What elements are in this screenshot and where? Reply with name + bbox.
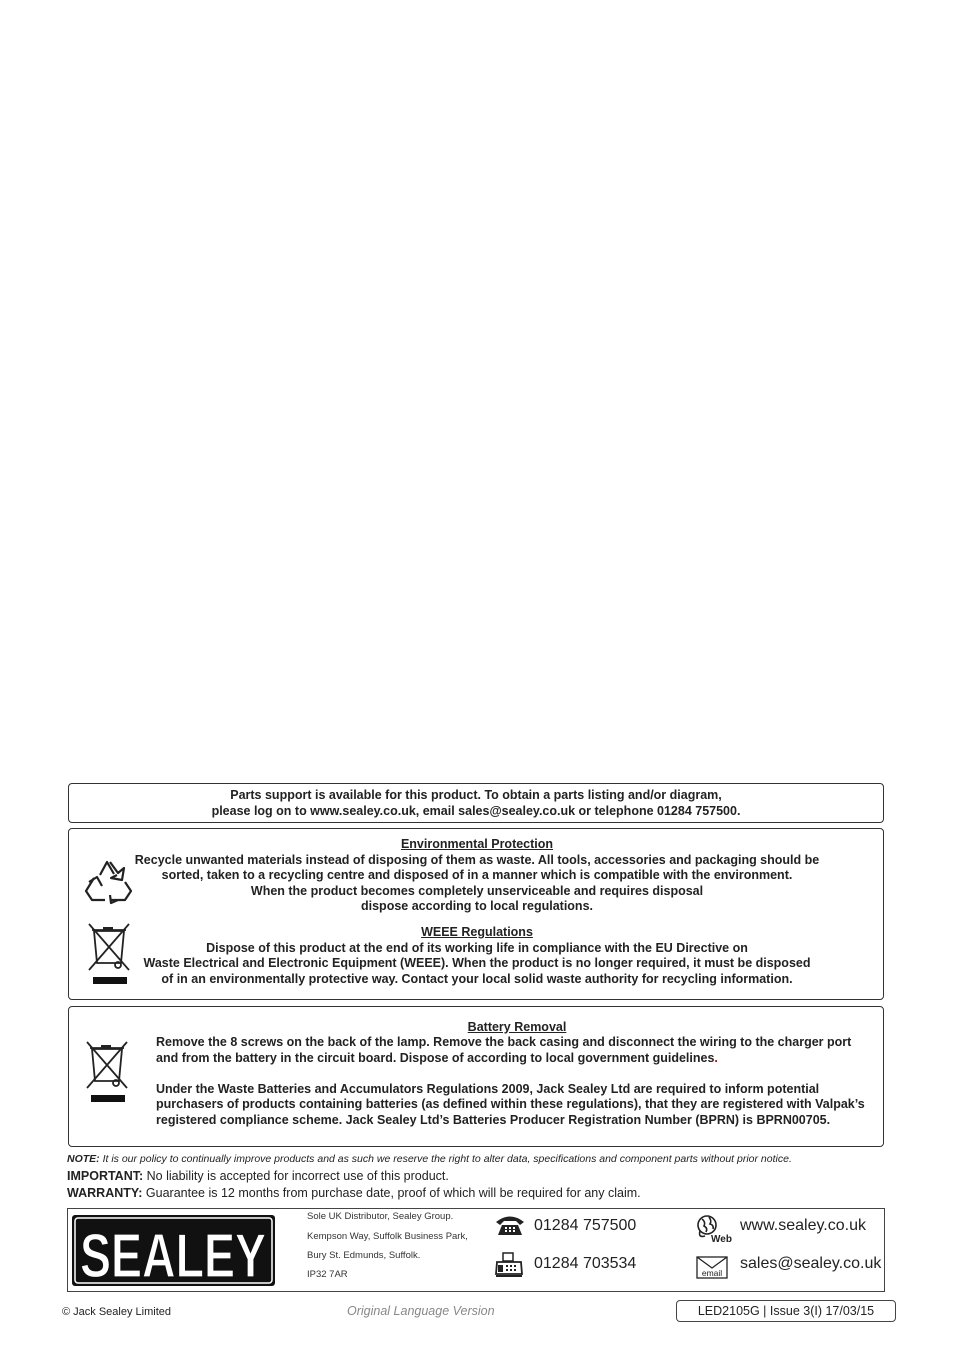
telephone-icon xyxy=(494,1213,526,1237)
email-label: email xyxy=(701,1268,723,1278)
email-envelope-icon xyxy=(696,1256,728,1280)
battery-period: . xyxy=(714,1050,718,1065)
environment-text xyxy=(69,837,885,915)
website[interactable]: www.sealey.co.uk xyxy=(740,1217,866,1234)
battery-line-blank xyxy=(156,1066,884,1082)
battery-line-2: and from the battery in the circuit board. Dispose of according to local government guidelines. xyxy=(156,1050,718,1065)
issue-box: LED2105G | Issue 3(I) 17/03/15 xyxy=(676,1300,896,1322)
copyright: © Jack Sealey Limited xyxy=(62,1306,171,1318)
battery-heading: Battery Removal xyxy=(467,1020,567,1034)
web-label: Web xyxy=(711,1234,732,1244)
fax-icon xyxy=(494,1252,524,1278)
weee-line-3: of in an environmentally protective way. Contact your local solid waste authority for recycling information. xyxy=(161,971,793,986)
sealey-logo-mark xyxy=(72,1215,275,1286)
note-line xyxy=(67,1153,792,1165)
environment-line-1: Recycle unwanted materials instead of disposing of them as waste. All tools, accessories and packaging should be xyxy=(134,852,820,867)
language-version: Original Language Version xyxy=(347,1304,495,1318)
environment-line-2: sorted, taken to a recycling centre and disposed of in a manner which is compatible with the environment. xyxy=(161,868,793,882)
note-label: NOTE: xyxy=(67,1153,100,1165)
note-text: It is our policy to continually improve products and as such we reserve the right to alter data, specifications and component parts without prior notice. xyxy=(99,1153,792,1165)
sealey-logo xyxy=(72,1215,275,1286)
battery-line-6: registered compliance scheme. Jack Sealey Ltd’s Batteries Producer Registration Number (BPRN) is BPRN00705. xyxy=(156,1112,831,1127)
address-line-2: Kempson Way, Suffolk Business Park, xyxy=(307,1231,468,1242)
battery-box xyxy=(68,1006,884,1147)
important-text: No liability is accepted for incorrect use of this product. xyxy=(143,1169,449,1183)
environment-line-3: When the product becomes completely unserviceable and requires disposal xyxy=(250,883,704,898)
important-line xyxy=(67,1169,449,1183)
fax-number[interactable]: 01284 703534 xyxy=(534,1255,637,1272)
address-line-1: Sole UK Distributor, Sealey Group. xyxy=(307,1211,454,1222)
web-globe-icon xyxy=(696,1214,736,1244)
important-label: IMPORTANT: xyxy=(67,1169,144,1183)
battery-text xyxy=(156,1035,884,1128)
battery-line-4: Under the Waste Batteries and Accumulators Regulations 2009, Jack Sealey Ltd are required to inform potential xyxy=(156,1081,820,1096)
weee-text xyxy=(69,925,885,987)
contact-box xyxy=(67,1208,885,1292)
warranty-line xyxy=(67,1186,641,1200)
parts-support-box xyxy=(68,783,884,823)
crossed-wheelie-bin-icon xyxy=(84,1039,130,1105)
address-line-4: IP32 7AR xyxy=(307,1269,348,1280)
battery-line-5: purchasers of products containing batteries (as defined within these regulations), that they are registered with Valpak’s xyxy=(156,1097,865,1111)
address-line-3: Bury St. Edmunds, Suffolk. xyxy=(307,1250,421,1261)
environment-line-4: dispose according to local regulations. xyxy=(361,899,593,913)
email-address[interactable]: sales@sealey.co.uk xyxy=(740,1255,882,1272)
weee-line-2: Waste Electrical and Electronic Equipment (WEEE). When the product is no longer required, it must be disposed xyxy=(143,956,811,970)
warranty-text: Guarantee is 12 months from purchase date, proof of which will be required for any claim. xyxy=(142,1186,641,1200)
phone-number[interactable]: 01284 757500 xyxy=(534,1217,637,1234)
parts-support-line-1: Parts support is available for this product. To obtain a parts listing and/or diagram, xyxy=(230,788,722,802)
weee-line-1: Dispose of this product at the end of its working life in compliance with the EU Directive on xyxy=(206,940,748,955)
environment-heading: Environmental Protection xyxy=(400,837,554,851)
environment-box xyxy=(68,828,884,1000)
weee-heading: WEEE Regulations xyxy=(421,925,533,939)
warranty-label: WARRANTY: xyxy=(67,1186,143,1200)
sealey-logo-text: SEALEY xyxy=(80,1222,266,1286)
battery-line-1: Remove the 8 screws on the back of the lamp. Remove the back casing and disconnect the wiring to the charger port xyxy=(156,1035,852,1049)
parts-support-line-2: please log on to www.sealey.co.uk, email sales@sealey.co.uk or telephone 01284 757500. xyxy=(211,803,741,818)
